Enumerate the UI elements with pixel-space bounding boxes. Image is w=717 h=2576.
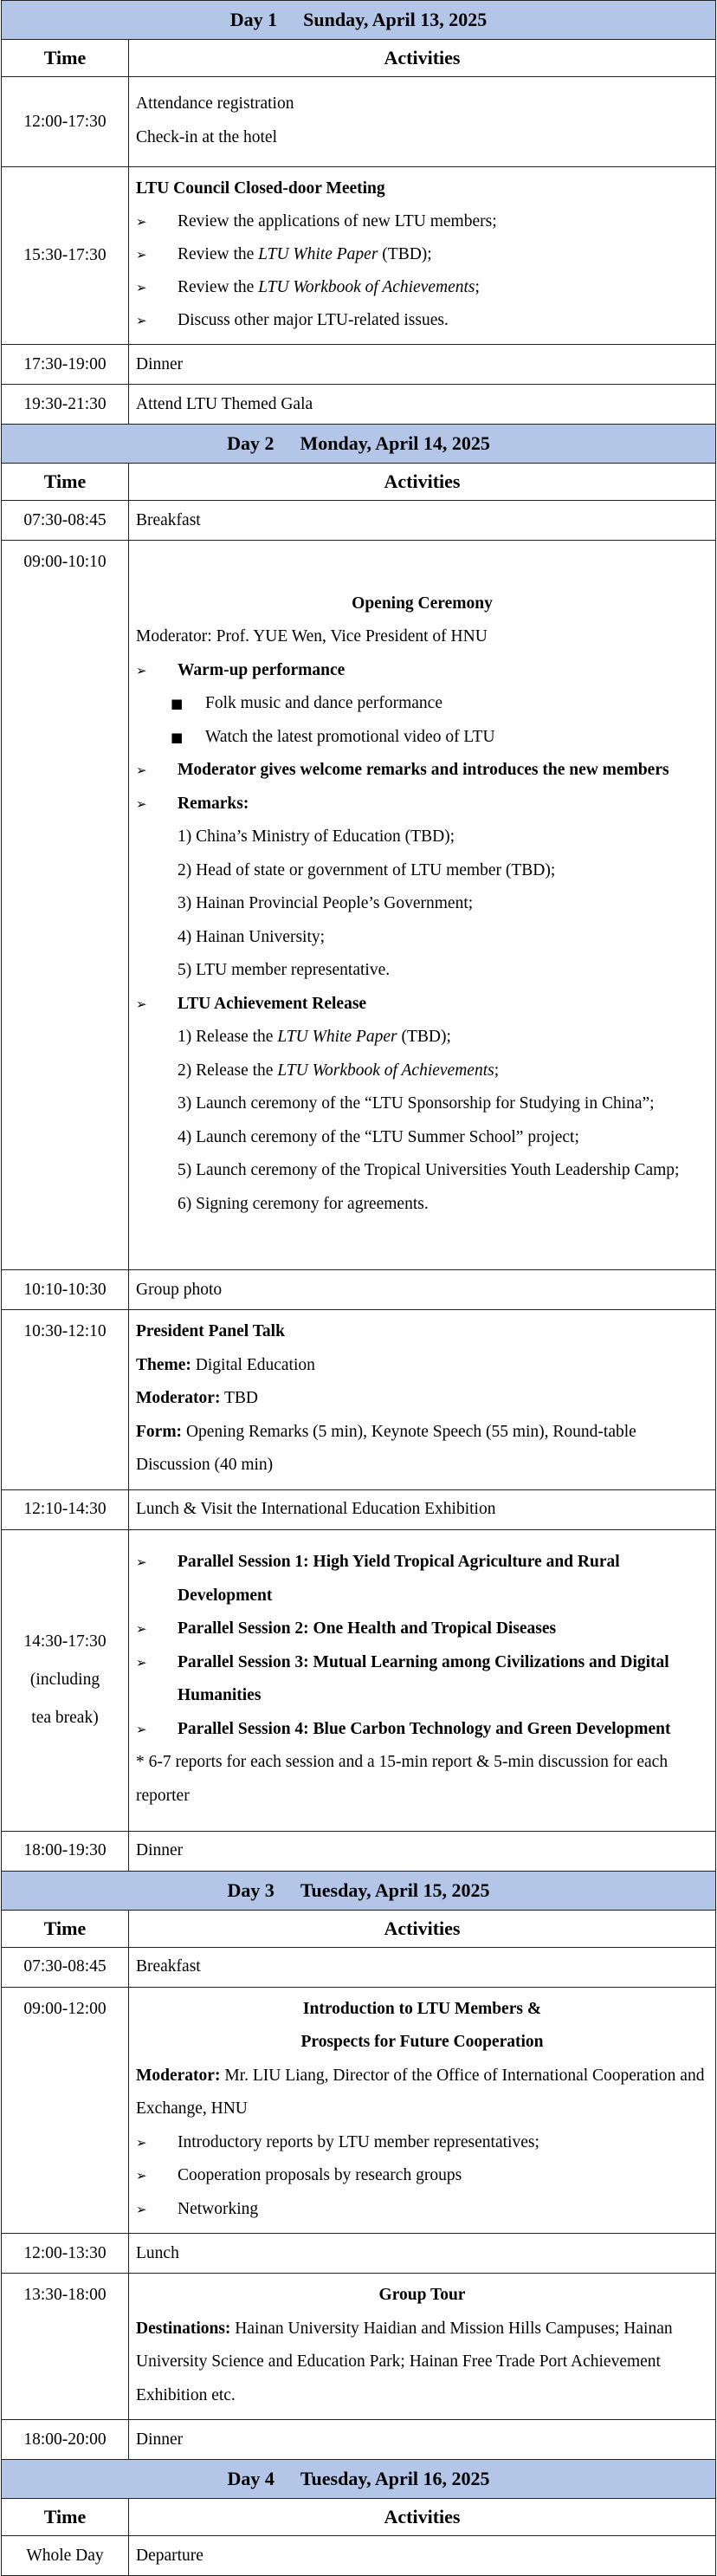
- bullet-text: Review the: [178, 245, 259, 263]
- activity-cell: Lunch & Visit the International Education Exhibition: [129, 1489, 716, 1529]
- activity-cell: Lunch: [129, 2234, 716, 2274]
- field-value: TBD: [220, 1389, 258, 1407]
- activity-cell: [129, 2274, 716, 2420]
- bullet-item: ➢ Cooperation proposals by research groups: [136, 2159, 708, 2193]
- bullet-text: Discuss other major LTU-related issues.: [178, 311, 449, 329]
- schedule-row: [2, 501, 716, 541]
- day1-label: Day 1: [229, 9, 278, 30]
- bullet-item: ➢ Remarks:: [136, 788, 708, 821]
- bullet-text: Review the: [178, 278, 259, 296]
- activity-line: Attendance registration: [136, 94, 294, 113]
- numbered-item: 4) Launch ceremony of the “LTU Summer School” project;: [178, 1127, 579, 1146]
- bullet-item: ➢ Moderator gives welcome remarks and introduces the new members: [136, 754, 708, 788]
- numbered-item: 5) LTU member representative.: [178, 961, 391, 980]
- field-value: Hainan University Haidian and Mission Hills Campuses; Hainan University Science and Education Park; Hainan Free Trade Port Achievement Exhibition etc.: [136, 2319, 673, 2404]
- time-line: (including: [29, 1671, 100, 1689]
- day4-label: Day 4: [227, 2468, 275, 2489]
- activity-cell: Group photo: [129, 1270, 716, 1310]
- field-label: Theme:: [136, 1355, 191, 1374]
- schedule-row: [2, 2234, 716, 2274]
- time-cell: 17:30-19:00: [2, 345, 129, 385]
- bullet-item: ➢ Warm-up performance: [136, 654, 708, 688]
- time-cell: 19:30-21:30: [2, 385, 129, 425]
- schedule-row: [2, 541, 716, 1270]
- field-label: Destinations:: [136, 2319, 231, 2338]
- bullet-text: Review the applications of new LTU members;: [178, 212, 497, 230]
- bullet-item: [136, 205, 708, 238]
- item-text: 2) Release the: [178, 1061, 278, 1080]
- parallel-session-item: ➢ Parallel Session 2: One Health and Tropical Diseases: [136, 1612, 708, 1646]
- schedule-row: [2, 1310, 716, 1490]
- day1-heading: [2, 1, 716, 40]
- activity-title: LTU Council Closed-door Meeting: [136, 179, 385, 198]
- activity-cell: Attend LTU Themed Gala: [129, 385, 716, 425]
- day4-column-header-row: [2, 2499, 716, 2536]
- bullet-item: [136, 238, 708, 271]
- time-cell: 13:30-18:00: [2, 2274, 129, 2420]
- day4-date: Tuesday, April 16, 2025: [300, 2468, 490, 2489]
- time-line: tea break): [31, 1709, 99, 1727]
- activity-cell: Dinner: [129, 1831, 716, 1871]
- activity-title: President Panel Talk: [136, 1322, 285, 1340]
- schedule-row: [2, 385, 716, 425]
- activity-cell: [129, 1310, 716, 1490]
- activity-cell: [129, 77, 716, 167]
- time-cell: [2, 1529, 129, 1831]
- activity-title: Group Tour: [378, 2286, 466, 2304]
- numbered-item: 2) Head of state or government of LTU member (TBD);: [178, 860, 556, 879]
- numbered-item: 3) Launch ceremony of the “LTU Sponsorship for Studying in China”;: [178, 1094, 655, 1113]
- day2-header-row: [2, 425, 716, 464]
- schedule-row: [2, 1987, 716, 2234]
- time-column-header: Time: [2, 464, 129, 501]
- day1-header-row: [2, 1, 716, 40]
- day1-date: Sunday, April 13, 2025: [303, 9, 488, 30]
- time-cell: 09:00-12:00: [2, 1987, 129, 2234]
- day3-column-header-row: [2, 1910, 716, 1947]
- time-cell: Whole Day: [2, 2536, 129, 2576]
- field-label: Moderator:: [136, 2066, 221, 2085]
- activities-column-header: Activities: [129, 464, 716, 501]
- bullet-item: [136, 271, 708, 304]
- time-cell: 10:30-12:10: [2, 1310, 129, 1490]
- day4-heading: [2, 2460, 716, 2499]
- activity-cell: [129, 1987, 716, 2234]
- day2-date: Monday, April 14, 2025: [300, 432, 490, 454]
- schedule-row: [2, 1489, 716, 1529]
- parallel-session-item: ➢ Parallel Session 4: Blue Carbon Technology and Green Development: [136, 1713, 708, 1747]
- numbered-item: [136, 1054, 708, 1088]
- schedule-row: [2, 1947, 716, 1987]
- item-text: 1) Release the: [178, 1028, 278, 1047]
- sub-bullet-item: ■ Watch the latest promotional video of LTU: [136, 721, 708, 755]
- activity-title: Opening Ceremony: [352, 594, 493, 613]
- field-value: Mr. LIU Liang, Director of the Office of International Cooperation and Exchange, HNU: [136, 2066, 705, 2118]
- activity-cell: Dinner: [129, 2420, 716, 2460]
- activity-title: Introduction to LTU Members &: [302, 1999, 542, 2018]
- parallel-session-item: ➢ Parallel Session 1: High Yield Tropical Agriculture and Rural Development: [136, 1546, 708, 1612]
- parallel-session-item: ➢ Parallel Session 3: Mutual Learning among Civilizations and Digital Humanities: [136, 1646, 708, 1713]
- numbered-item: 5) Launch ceremony of the Tropical Universities Youth Leadership Camp;: [178, 1161, 680, 1180]
- time-cell: 15:30-17:30: [2, 167, 129, 345]
- field-label: Form:: [136, 1422, 183, 1441]
- numbered-item: 3) Hainan Provincial People’s Government;: [178, 894, 474, 913]
- document-title: LTU White Paper: [277, 1028, 397, 1047]
- time-cell: 10:10-10:30: [2, 1270, 129, 1310]
- form-line: [136, 1416, 708, 1483]
- activity-cell: Breakfast: [129, 501, 716, 541]
- field-value: Digital Education: [191, 1355, 315, 1374]
- time-cell: 12:00-17:30: [2, 77, 129, 167]
- document-title: LTU Workbook of Achievements: [277, 1061, 494, 1080]
- schedule-row: [2, 1831, 716, 1871]
- schedule-row: [2, 2274, 716, 2420]
- moderator-line: [136, 1382, 708, 1416]
- activity-cell: Departure: [129, 2536, 716, 2576]
- day4-header-row: [2, 2460, 716, 2499]
- activity-cell: [129, 1529, 716, 1831]
- time-column-header: Time: [2, 1910, 129, 1947]
- item-text: (TBD);: [397, 1028, 451, 1047]
- document-title: LTU White Paper: [258, 245, 378, 263]
- field-label: Moderator:: [136, 1389, 221, 1407]
- day3-header-row: [2, 1871, 716, 1910]
- time-column-header: Time: [2, 40, 129, 77]
- theme-line: [136, 1349, 708, 1383]
- time-column-header: Time: [2, 2499, 129, 2536]
- time-cell: 18:00-20:00: [2, 2420, 129, 2460]
- schedule-row: [2, 1529, 716, 1831]
- activity-cell: Breakfast: [129, 1947, 716, 1987]
- numbered-item: [136, 1021, 708, 1054]
- bullet-item: ➢ LTU Achievement Release: [136, 988, 708, 1022]
- activities-column-header: Activities: [129, 40, 716, 77]
- day2-label: Day 2: [227, 432, 275, 454]
- schedule-row: [2, 167, 716, 345]
- day2-heading: [2, 425, 716, 464]
- activity-line: Check-in at the hotel: [136, 127, 277, 146]
- day1-column-header-row: [2, 40, 716, 77]
- time-line: 14:30-17:30: [23, 1632, 107, 1651]
- bullet-item: [136, 304, 708, 337]
- activity-cell: [129, 541, 716, 1270]
- time-cell: 12:10-14:30: [2, 1489, 129, 1529]
- schedule-row: [2, 77, 716, 167]
- time-cell: 12:00-13:30: [2, 2234, 129, 2274]
- time-cell: 07:30-08:45: [2, 1947, 129, 1987]
- time-cell: 18:00-19:30: [2, 1831, 129, 1871]
- document-title: LTU Workbook of Achievements: [258, 278, 475, 296]
- day3-label: Day 3: [227, 1878, 275, 1901]
- sub-bullet-item: ■ Folk music and dance performance: [136, 687, 708, 721]
- schedule-row: [2, 1270, 716, 1310]
- moderator-line: [136, 2060, 708, 2126]
- activity-subtitle: Prospects for Future Cooperation: [300, 2033, 544, 2051]
- schedule-row: [2, 2420, 716, 2460]
- schedule-row: [2, 345, 716, 385]
- bullet-item: ➢ Introductory reports by LTU member representatives;: [136, 2126, 708, 2160]
- bullet-item: ➢ Networking: [136, 2193, 708, 2227]
- time-cell: 07:30-08:45: [2, 501, 129, 541]
- numbered-item: 1) China’s Ministry of Education (TBD);: [178, 827, 455, 847]
- activity-cell: [129, 167, 716, 345]
- bullet-text: (TBD);: [378, 245, 432, 263]
- schedule-table: [1, 0, 716, 2576]
- activity-cell: Dinner: [129, 345, 716, 385]
- time-cell: 09:00-10:10: [2, 541, 129, 1270]
- activities-column-header: Activities: [129, 2499, 716, 2536]
- day3-date: Tuesday, April 15, 2025: [300, 1878, 490, 1901]
- day2-column-header-row: [2, 464, 716, 501]
- activities-column-header: Activities: [129, 1910, 716, 1947]
- session-note: * 6-7 reports for each session and a 15-min report & 5-min discussion for each reporter: [136, 1753, 669, 1805]
- numbered-item: 6) Signing ceremony for agreements.: [178, 1194, 429, 1213]
- destinations-line: [136, 2313, 708, 2413]
- numbered-item: 4) Hainan University;: [178, 927, 326, 946]
- day3-heading: [2, 1871, 716, 1910]
- item-text: ;: [494, 1061, 500, 1080]
- field-value: Opening Remarks (5 min), Keynote Speech (55 min), Round-table Discussion (40 min): [136, 1422, 636, 1474]
- bullet-text: ;: [475, 278, 480, 296]
- moderator-line: Moderator: Prof. YUE Wen, Vice President of HNU: [136, 627, 488, 646]
